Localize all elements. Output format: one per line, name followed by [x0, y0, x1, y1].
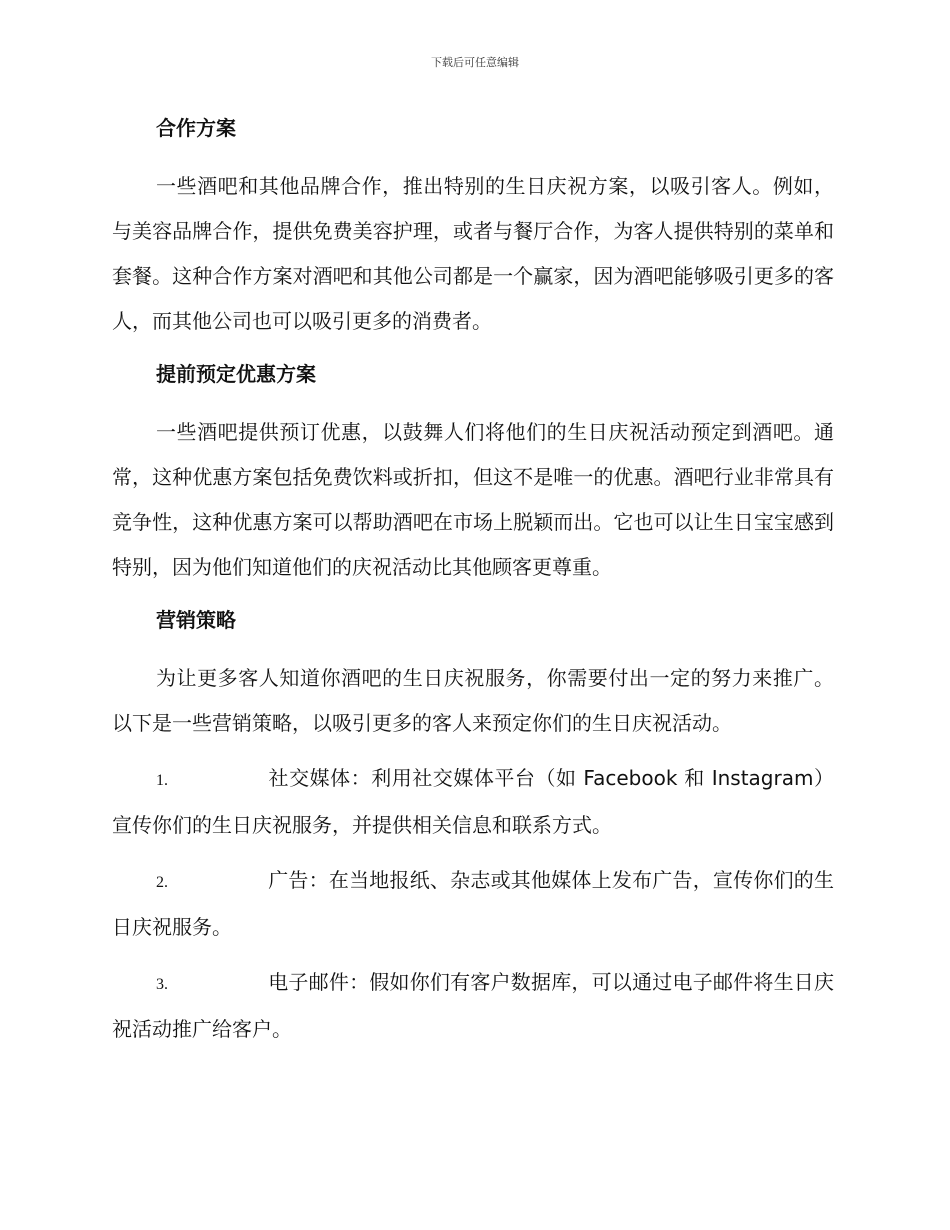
list-item-text: 电子邮件：假如你们有客户数据库，可以通过电子邮件将生日庆祝活动推广给客户。 [112, 970, 834, 1041]
list-item-number: 1. [156, 772, 168, 789]
list-item-number: 3. [156, 976, 168, 993]
section-paragraph-cooperation: 一些酒吧和其他品牌合作，推出特别的生日庆祝方案，以吸引客人。例如，与美容品牌合作，提供免费美容护理，或者与餐厅合作，为客人提供特别的菜单和套餐。这种合作方案对酒吧和其他公司都是一个赢家，因为酒吧能够吸引更多的客人，而其他公司也可以吸引更多的消费者。 [112, 174, 834, 333]
list-item [112, 858, 834, 950]
section-heading-marketing: 营销策略 [156, 608, 236, 632]
page-header: 下载后可任意编辑 [431, 56, 519, 69]
list-item-text: 社交媒体：利用社交媒体平台（如 Facebook 和 Instagram）宣传你们的生日庆祝服务，并提供相关信息和联系方式。 [112, 766, 834, 837]
section-paragraph-advance-booking: 一些酒吧提供预订优惠，以鼓舞人们将他们的生日庆祝活动预定到酒吧。通常，这种优惠方案包括免费饮料或折扣，但这不是唯一的优惠。酒吧行业非常具有竞争性，这种优惠方案可以帮助酒吧在市场上脱颖而出。它也可以让生日宝宝感到特别，因为他们知道他们的庆祝活动比其他顾客更尊重。 [112, 420, 834, 579]
document-body [112, 112, 834, 1052]
list-item-text: 广告：在当地报纸、杂志或其他媒体上发布广告，宣传你们的生日庆祝服务。 [112, 868, 834, 939]
list-item [112, 960, 834, 1052]
list-item-number: 2. [156, 874, 168, 891]
section-paragraph-marketing: 为让更多客人知道你酒吧的生日庆祝服务，你需要付出一定的努力来推广。以下是一些营销策略，以吸引更多的客人来预定你们的生日庆祝活动。 [112, 666, 834, 735]
section-heading-cooperation: 合作方案 [156, 116, 236, 140]
list-item [112, 756, 834, 848]
section-heading-advance-booking: 提前预定优惠方案 [156, 362, 316, 386]
